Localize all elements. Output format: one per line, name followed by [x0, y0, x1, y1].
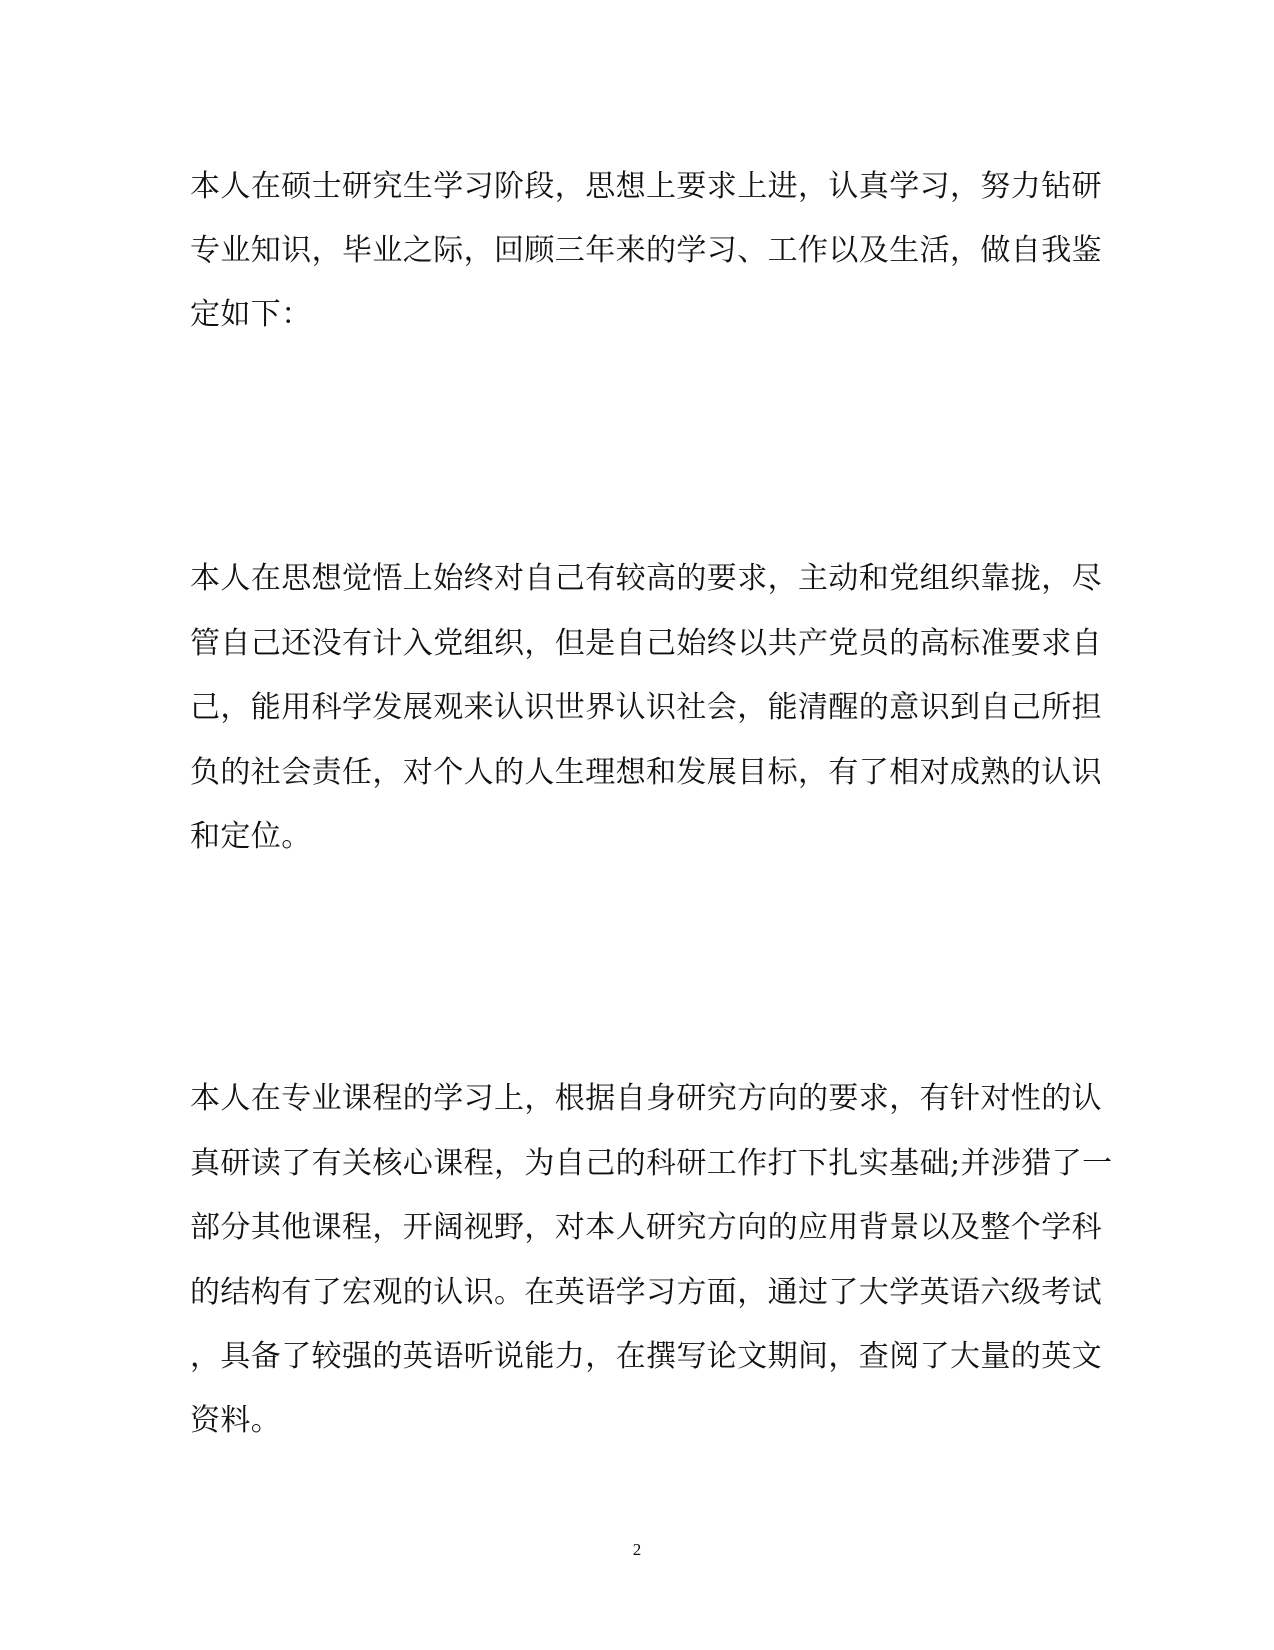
paragraph-line: 资料。 [190, 1403, 282, 1438]
paragraph-line: 本人在硕士研究生学习阶段，思想上要求上进，认真学习，努力钻研 [190, 169, 1102, 204]
paragraph-line: 管自己还没有计入党组织，但是自己始终以共产党员的高标准要求自 [190, 626, 1102, 661]
paragraph-line: 部分其他课程，开阔视野，对本人研究方向的应用背景以及整个学科 [190, 1210, 1102, 1245]
paragraph-line: 己，能用科学发展观来认识世界认识社会，能清醒的意识到自己所担 [190, 690, 1102, 725]
paragraph-line: 专业知识，毕业之际，回顾三年来的学习、工作以及生活，做自我鉴 [190, 233, 1102, 268]
paragraph-line: 真研读了有关核心课程，为自己的科研工作打下扎实基础;并涉猎了一 [190, 1146, 1113, 1181]
paragraph-line: 定如下： [190, 297, 312, 332]
paragraph-line: ，具备了较强的英语听说能力，在撰写论文期间，查阅了大量的英文 [190, 1339, 1102, 1374]
page-number: 2 [632, 1540, 642, 1559]
paragraph-line: 本人在专业课程的学习上，根据自身研究方向的要求，有针对性的认 [190, 1081, 1102, 1116]
paragraph-line: 和定位。 [190, 819, 312, 854]
paragraph-line: 负的社会责任，对个人的人生理想和发展目标，有了相对成熟的认识 [190, 755, 1102, 790]
paragraph-line: 本人在思想觉悟上始终对自己有较高的要求，主动和党组织靠拢，尽 [190, 561, 1102, 596]
paragraph-line: 的结构有了宏观的认识。在英语学习方面，通过了大学英语六级考试 [190, 1275, 1102, 1310]
